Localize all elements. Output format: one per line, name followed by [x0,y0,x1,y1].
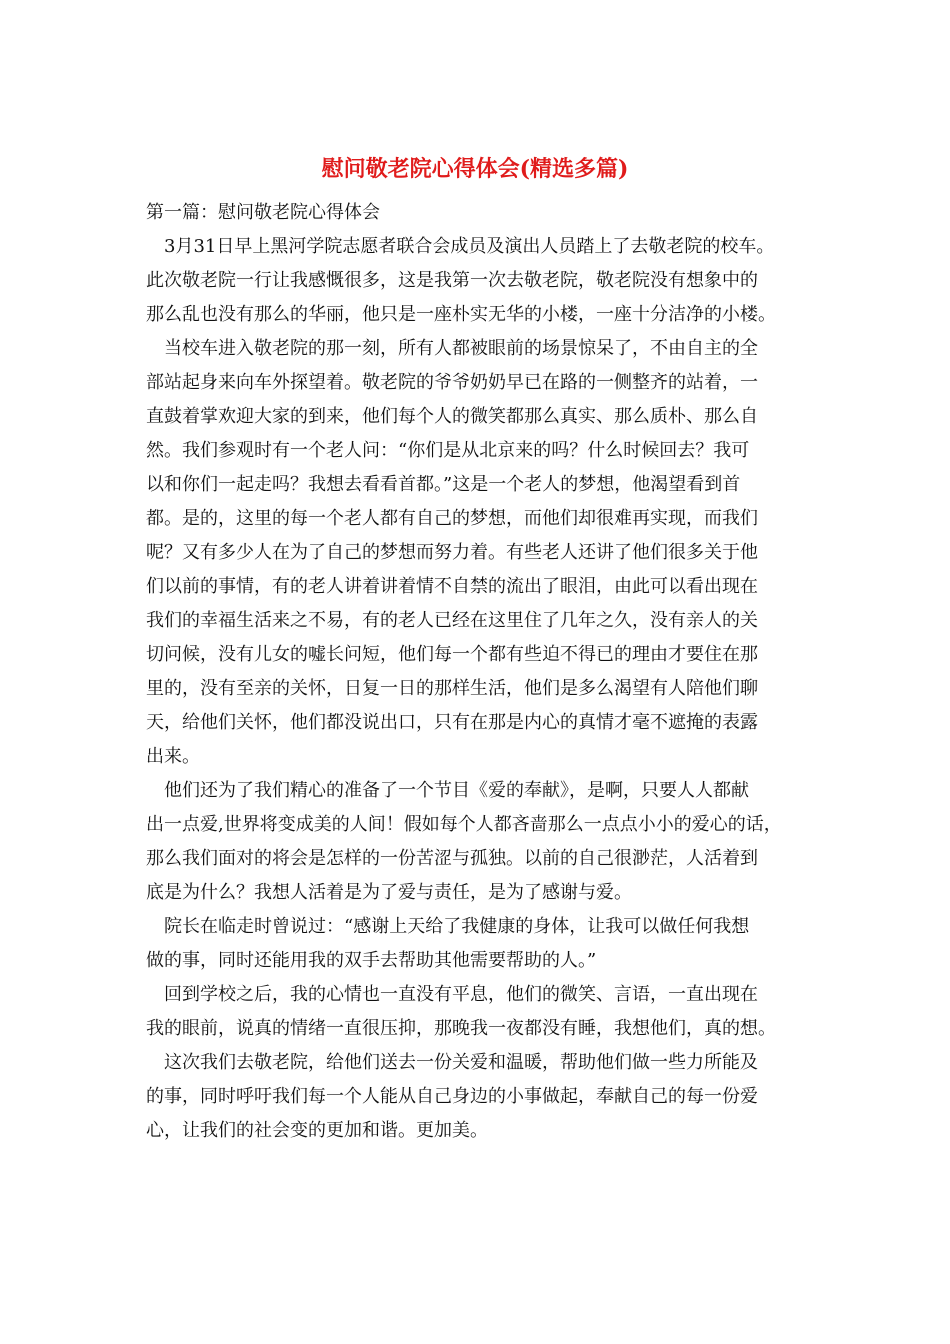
text-line: 3月31日早上黑河学院志愿者联合会成员及演出人员踏上了去敬老院的校车。 [164,236,775,257]
text-line: 然。我们参观时有一个老人问：“你们是从北京来的吗？什么时候回去？我可 [146,440,750,461]
text-line: 呢？又有多少人在为了自己的梦想而努力着。有些老人还讲了他们很多关于他 [146,542,758,563]
text-line: 心，让我们的社会变的更加和谐。更加美。 [146,1120,488,1141]
text-line: 我的眼前，说真的情绪一直很压抑，那晚我一夜都没有睡，我想他们，真的想。 [146,1018,776,1039]
text-line: 那么乱也没有那么的华丽，他只是一座朴实无华的小楼，一座十分洁净的小楼。 [146,304,776,325]
text-line: 此次敬老院一行让我感慨很多，这是我第一次去敬老院，敬老院没有想象中的 [146,270,758,291]
text-line: 以和你们一起走吗？我想去看看首都。”这是一个老人的梦想，他渴望看到首 [146,474,741,495]
text-line: 院长在临走时曾说过：“感谢上天给了我健康的身体，让我可以做任何我想 [164,916,750,937]
text-line: 出来。 [146,746,200,767]
document-title: 慰问敬老院心得体会(精选多篇) [321,156,629,182]
text-line: 都。是的，这里的每一个老人都有自己的梦想，而他们却很难再实现，而我们 [146,508,758,529]
text-line: 直鼓着掌欢迎大家的到来，他们每个人的微笑都那么真实、那么质朴、那么自 [146,406,758,427]
text-line: 们以前的事情，有的老人讲着讲着情不自禁的流出了眼泪，由此可以看出现在 [146,576,758,597]
text-line: 我们的幸福生活来之不易，有的老人已经在这里住了几年之久，没有亲人的关 [146,610,758,631]
text-line: 出一点爱,世界将变成美的人间！假如每个人都吝啬那么一点点小小的爱心的话， [146,814,782,835]
text-line: 这次我们去敬老院，给他们送去一份关爱和温暖，帮助他们做一些力所能及 [164,1052,758,1073]
text-line: 底是为什么？我想人活着是为了爱与责任，是为了感谢与爱。 [146,882,632,903]
text-line: 里的，没有至亲的关怀，日复一日的那样生活，他们是多么渴望有人陪他们聊 [146,678,758,699]
text-line: 部站起身来向车外探望着。敬老院的爷爷奶奶早已在路的一侧整齐的站着，一 [146,372,758,393]
document-body [146,196,826,1148]
text-line: 做的事，同时还能用我的双手去帮助其他需要帮助的人。” [146,950,597,971]
text-line: 第一篇：慰问敬老院心得体会 [146,202,380,223]
text-line: 那么我们面对的将会是怎样的一份苦涩与孤独。以前的自己很渺茫，人活着到 [146,848,758,869]
text-line: 的事，同时呼吁我们每一个人能从自己身边的小事做起，奉献自己的每一份爱 [146,1086,758,1107]
text-line: 回到学校之后，我的心情也一直没有平息，他们的微笑、言语，一直出现在 [164,984,758,1005]
text-line: 切问候，没有儿女的嘘长问短，他们每一个都有些迫不得已的理由才要住在那 [146,644,758,665]
text-line: 天，给他们关怀，他们都没说出口，只有在那是内心的真情才毫不遮掩的表露 [146,712,758,733]
text-line: 当校车进入敬老院的那一刻，所有人都被眼前的场景惊呆了，不由自主的全 [164,338,758,359]
text-line: 他们还为了我们精心的准备了一个节目《爱的奉献》，是啊，只要人人都献 [164,780,749,801]
